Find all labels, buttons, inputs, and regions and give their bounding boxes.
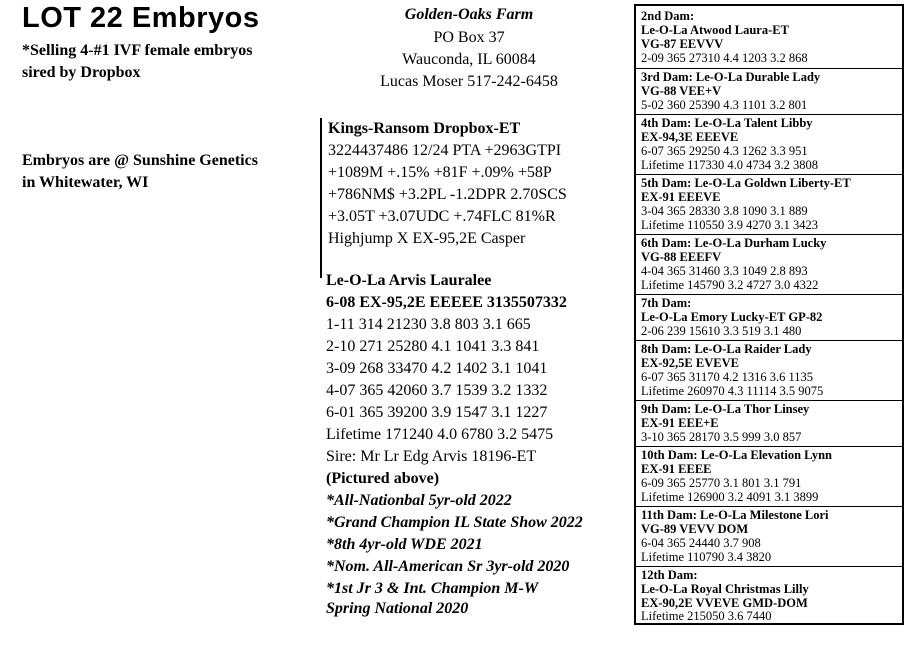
pedigree-dam-record: 3-10 365 28170 3.5 999 3.0 857 xyxy=(641,430,802,444)
pedigree-dam-heading: 10th Dam: Le-O-La Elevation Lynn xyxy=(641,448,832,462)
pedigree-divider xyxy=(636,446,902,447)
pedigree-dam-classification: EX-91 EEEVE xyxy=(641,190,721,204)
pedigree-dam-heading: 6th Dam: Le-O-La Durham Lucky xyxy=(641,236,827,250)
sire-info-line: +1089M +.15% +81F +.09% +58P xyxy=(328,164,552,181)
dam-record: 1-11 314 21230 3.8 803 3.1 665 xyxy=(326,316,531,333)
pedigree-dam-name: Le-O-La Atwood Laura-ET xyxy=(641,23,789,37)
dam-honor: *Nom. All-American Sr 3yr-old 2020 xyxy=(326,558,570,575)
pedigree-dam-lifetime: Lifetime 145790 3.2 4727 3.0 4322 xyxy=(641,278,819,292)
dam-sire: Sire: Mr Lr Edg Arvis 18196-ET xyxy=(326,448,537,465)
sire-info-line: +786NM$ +3.2PL -1.2DPR 2.70SCS xyxy=(328,186,567,203)
pedigree-dam-heading: 8th Dam: Le-O-La Raider Lady xyxy=(641,342,812,356)
pedigree-dam-record: 6-07 365 31170 4.2 1316 3.6 1135 xyxy=(641,370,813,384)
pedigree-dam-classification: VG-89 VEVV DOM xyxy=(641,522,749,536)
pedigree-dam-heading: 7th Dam: xyxy=(641,296,692,310)
embryo-location-line: Embryos are @ Sunshine Genetics xyxy=(22,152,258,169)
embryo-location xyxy=(22,150,258,194)
pedigree-dam-classification: EX-91 EEEE xyxy=(641,462,712,476)
pedigree-dam-name: Le-O-La Royal Christmas Lilly xyxy=(641,582,809,596)
pedigree-divider xyxy=(636,68,902,69)
pedigree-dam-heading: 4th Dam: Le-O-La Talent Libby xyxy=(641,116,813,130)
pedigree-dam-record: 6-07 365 29250 4.3 1262 3.3 951 xyxy=(641,144,808,158)
pedigree-divider xyxy=(636,294,902,295)
pedigree-dam-record: 2-06 239 15610 3.3 519 3.1 480 xyxy=(641,324,802,338)
sire-block xyxy=(320,118,627,278)
lot-description-line: *Selling 4-#1 IVF female embryos xyxy=(22,42,253,59)
pedigree-dam-record: 6-09 365 25770 3.1 801 3.1 791 xyxy=(641,476,802,490)
dam-record: 3-09 268 33470 4.2 1402 3.1 1041 xyxy=(326,360,548,377)
pedigree-divider xyxy=(636,340,902,341)
dam-record: 6-01 365 39200 3.9 1547 3.1 1227 xyxy=(326,404,548,421)
pedigree-divider xyxy=(636,506,902,507)
pedigree-dam-heading: 12th Dam: xyxy=(641,568,698,582)
pedigree-dam-heading: 3rd Dam: Le-O-La Durable Lady xyxy=(641,70,821,84)
farm-contact-line: Lucas Moser 517-242-6458 xyxy=(380,73,558,90)
pedigree-box xyxy=(634,4,904,625)
dam-honor: *8th 4yr-old WDE 2021 xyxy=(326,536,483,553)
farm-address-line: PO Box 37 xyxy=(433,29,505,46)
pedigree-dam-classification: EX-91 EEE+E xyxy=(641,416,719,430)
pedigree-divider xyxy=(636,400,902,401)
dam-name: Le-O-La Arvis Lauralee xyxy=(326,272,492,289)
pedigree-dam-classification: VG-87 EEVVV xyxy=(641,37,724,51)
dam-honor: *1st Jr 3 & Int. Champion M-W xyxy=(326,580,539,597)
farm-contact xyxy=(360,27,578,93)
pedigree-dam-lifetime: Lifetime 215050 3.6 7440 xyxy=(641,609,772,623)
pedigree-dam-classification: EX-90,2E VVEVE GMD-DOM xyxy=(641,596,808,610)
lot-title: LOT 22 Embryos xyxy=(22,2,260,34)
pedigree-dam-record: 3-04 365 28330 3.8 1090 3.1 889 xyxy=(641,204,808,218)
lot-description-line: sired by Dropbox xyxy=(22,64,141,81)
embryo-location-line: in Whitewater, WI xyxy=(22,174,149,191)
pedigree-dam-lifetime: Lifetime 260970 4.3 11114 3.5 9075 xyxy=(641,384,824,398)
pedigree-dam-classification: VG-88 EEEFV xyxy=(641,250,722,264)
pedigree-dam-lifetime: Lifetime 110790 3.4 3820 xyxy=(641,550,772,564)
pedigree-dam-heading: 9th Dam: Le-O-La Thor Linsey xyxy=(641,402,810,416)
pedigree-dam-classification: VG-88 VEE+V xyxy=(641,84,722,98)
pedigree-dam-record: 4-04 365 31460 3.3 1049 2.8 893 xyxy=(641,264,808,278)
pictured-note: (Pictured above) xyxy=(326,470,440,487)
sire-info-line: Highjump X EX-95,2E Casper xyxy=(328,230,526,247)
pedigree-dam-lifetime: Lifetime 126900 3.2 4091 3.1 3899 xyxy=(641,490,819,504)
pedigree-dam-heading: 2nd Dam: xyxy=(641,9,695,23)
dam-record: 2-10 271 25280 4.1 1041 3.3 841 xyxy=(326,338,540,355)
pedigree-dam-record: 5-02 360 25390 4.3 1101 3.2 801 xyxy=(641,98,808,112)
farm-name: Golden-Oaks Farm xyxy=(404,6,534,23)
dam-honor: Spring National 2020 xyxy=(326,600,469,617)
dam-classification: 6-08 EX-95,2E EEEEE 3135507332 xyxy=(326,294,567,311)
dam-honor: *All-Nationbal 5yr-old 2022 xyxy=(326,492,512,509)
pedigree-dam-name: Le-O-La Emory Lucky-ET GP-82 xyxy=(641,310,823,324)
sire-info-line: 3224437486 12/24 PTA +2963GTPI xyxy=(328,142,562,159)
pedigree-divider xyxy=(636,234,902,235)
pedigree-dam-classification: EX-92,5E EVEVE xyxy=(641,356,739,370)
pedigree-divider xyxy=(636,114,902,115)
pedigree-dam-heading: 11th Dam: Le-O-La Milestone Lori xyxy=(641,508,829,522)
pedigree-dam-classification: EX-94,3E EEEVE xyxy=(641,130,739,144)
pedigree-divider xyxy=(636,174,902,175)
dam-lifetime: Lifetime 171240 4.0 6780 3.2 5475 xyxy=(326,426,554,443)
sire-info-line: +3.05T +3.07UDC +.74FLC 81%R xyxy=(328,208,556,225)
farm-address-line: Wauconda, IL 60084 xyxy=(402,51,536,68)
lot-description xyxy=(22,40,252,84)
pedigree-dam-lifetime: Lifetime 117330 4.0 4734 3.2 3808 xyxy=(641,158,818,172)
pedigree-dam-record: 2-09 365 27310 4.4 1203 3.2 868 xyxy=(641,51,808,65)
pedigree-divider xyxy=(636,566,902,567)
pedigree-dam-heading: 5th Dam: Le-O-La Goldwn Liberty-ET xyxy=(641,176,851,190)
pedigree-dam-lifetime: Lifetime 110550 3.9 4270 3.1 3423 xyxy=(641,218,818,232)
pedigree-dam-record: 6-04 365 24440 3.7 908 xyxy=(641,536,761,550)
sire-name: Kings-Ransom Dropbox-ET xyxy=(328,120,521,137)
dam-record: 4-07 365 42060 3.7 1539 3.2 1332 xyxy=(326,382,548,399)
dam-honor: *Grand Champion IL State Show 2022 xyxy=(326,514,583,531)
